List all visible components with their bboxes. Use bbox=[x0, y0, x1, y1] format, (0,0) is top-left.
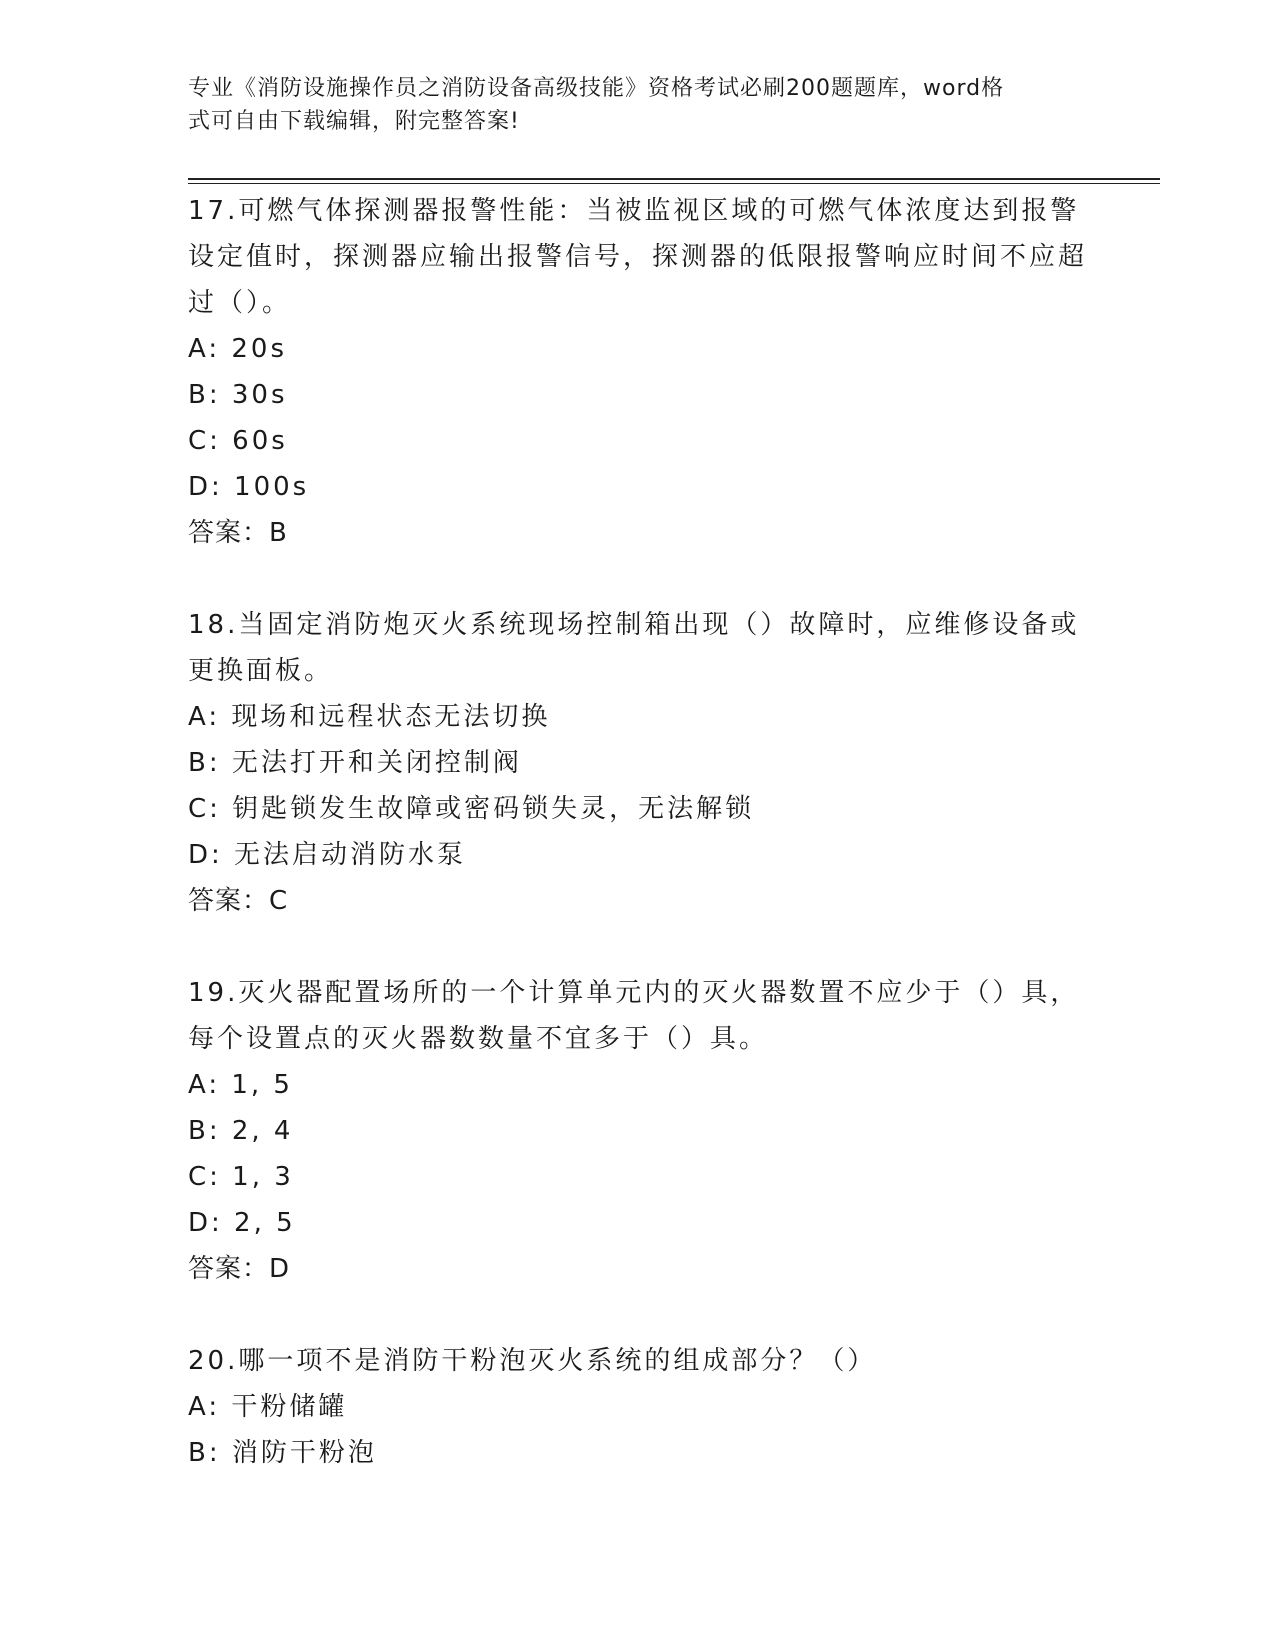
header-divider-thick bbox=[188, 178, 1160, 180]
question-18 bbox=[188, 602, 1088, 924]
option-b: B: 消防干粉泡 bbox=[188, 1438, 377, 1468]
question-list bbox=[188, 188, 1088, 1522]
answer-text: 答案：C bbox=[188, 886, 289, 916]
option-b: B: 无法打开和关闭控制阀 bbox=[188, 748, 522, 778]
header-line-1: 专业《消防设施操作员之消防设备高级技能》资格考试必刷200题题库，word格 bbox=[188, 76, 1005, 101]
header-line-2: 式可自由下载编辑，附完整答案! bbox=[188, 109, 520, 134]
question-17 bbox=[188, 188, 1088, 556]
option-c: C: 1, 3 bbox=[188, 1162, 294, 1192]
question-19 bbox=[188, 970, 1088, 1292]
option-d: D: 2, 5 bbox=[188, 1208, 296, 1238]
answer-text: 答案：D bbox=[188, 1254, 291, 1284]
question-stem: 19.灭火器配置场所的一个计算单元内的灭火器数置不应少于（）具，每个设置点的灭火器数数量不宜多于（）具。 bbox=[188, 978, 1080, 1054]
question-stem: 20.哪一项不是消防干粉泡灭火系统的组成部分？（） bbox=[188, 1346, 877, 1376]
option-c: C: 60s bbox=[188, 426, 288, 456]
question-20 bbox=[188, 1338, 1088, 1476]
option-a: A: 现场和远程状态无法切换 bbox=[188, 702, 551, 732]
question-stem: 17.可燃气体探测器报警性能：当被监视区域的可燃气体浓度达到报警设定值时，探测器应输出报警信号，探测器的低限报警响应时间不应超过（）。 bbox=[188, 196, 1088, 318]
option-c: C: 钥匙锁发生故障或密码锁失灵，无法解锁 bbox=[188, 794, 755, 824]
option-b: B: 2, 4 bbox=[188, 1116, 294, 1146]
option-b: B: 30s bbox=[188, 380, 288, 410]
document-header bbox=[188, 72, 1068, 138]
option-a: A: 1, 5 bbox=[188, 1070, 293, 1100]
question-stem: 18.当固定消防炮灭火系统现场控制箱出现（）故障时，应维修设备或更换面板。 bbox=[188, 610, 1080, 686]
option-a: A: 干粉储罐 bbox=[188, 1392, 348, 1422]
option-d: D: 无法启动消防水泵 bbox=[188, 840, 467, 870]
header-divider-thin bbox=[188, 183, 1160, 184]
option-d: D: 100s bbox=[188, 472, 310, 502]
option-a: A: 20s bbox=[188, 334, 287, 364]
answer-text: 答案：B bbox=[188, 518, 288, 548]
